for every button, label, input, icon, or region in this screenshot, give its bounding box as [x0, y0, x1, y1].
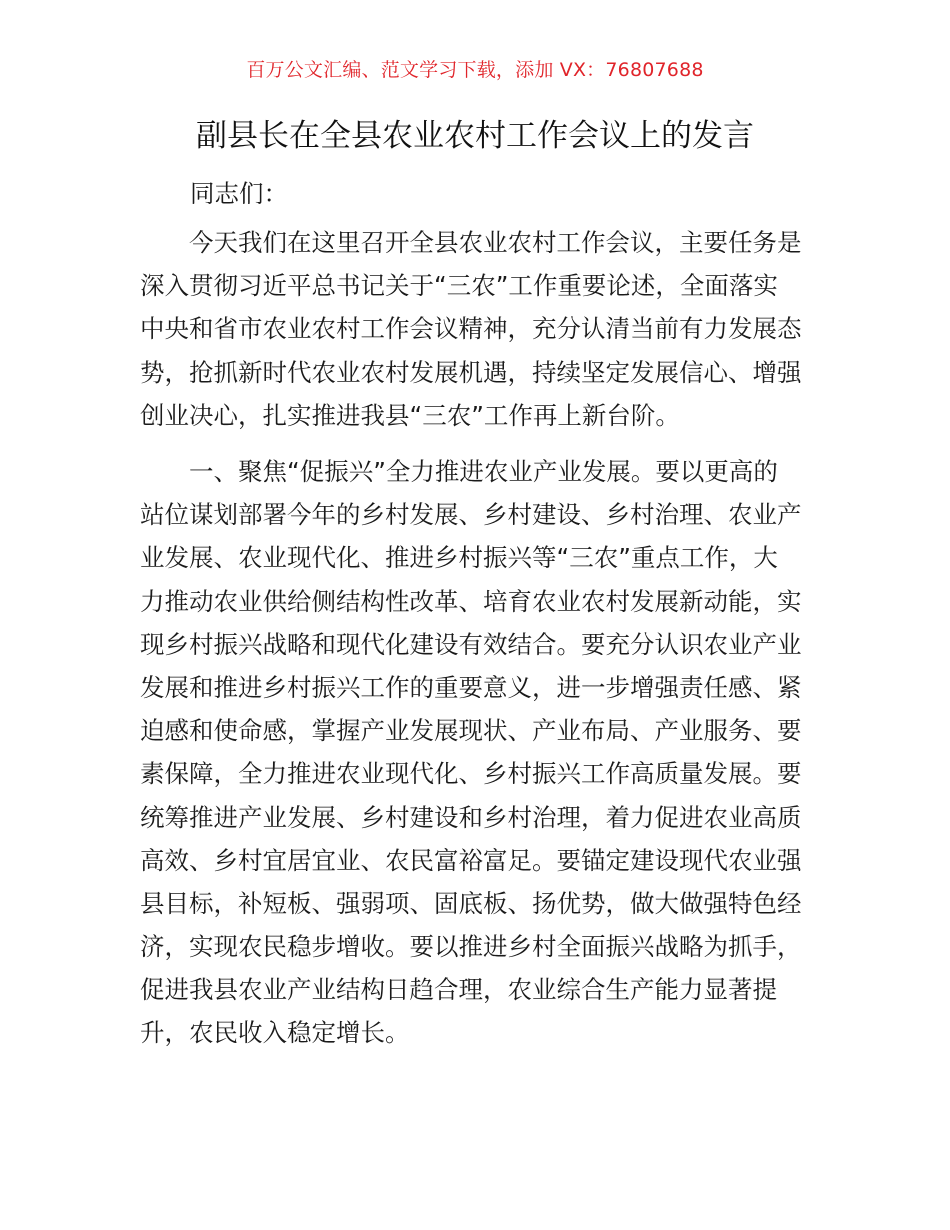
- paragraph-line: 促进我县农业产业结构日趋合理，农业综合生产能力显著提: [140, 975, 777, 1005]
- paragraph-line: 高效、乡村宜居宜业、农民富裕富足。要锚定建设现代农业强: [140, 845, 802, 875]
- paragraph-line: 中央和省市农业农村工作会议精神，充分认清当前有力发展态: [140, 314, 802, 344]
- paragraph-line: 升，农民收入稳定增长。: [140, 1018, 410, 1048]
- paragraph-line: 业发展、农业现代化、推进乡村振兴等“三农”重点工作，大: [140, 543, 778, 573]
- paragraph-line: 统筹推进产业发展、乡村建设和乡村治理，着力促进农业高质: [140, 802, 802, 832]
- paragraph-line: 站位谋划部署今年的乡村发展、乡村建设、乡村治理、农业产: [140, 500, 802, 530]
- paragraph-line: 县目标，补短板、强弱项、固底板、扬优势，做大做强特色经: [140, 888, 802, 918]
- paragraph-line: 今天我们在这里召开全县农业农村工作会议，主要任务是: [189, 228, 802, 257]
- paragraph-line: 迫感和使命感，掌握产业发展现状、产业布局、产业服务、要: [140, 716, 802, 746]
- paragraph-line: 势，抢抓新时代农业农村发展机遇，持续坚定发展信心、增强: [140, 357, 802, 387]
- paragraph-line: 深入贯彻习近平总书记关于“三农”工作重要论述，全面落实: [140, 271, 778, 301]
- paragraph-line: 发展和推进乡村振兴工作的重要意义，进一步增强责任感、紧: [140, 672, 802, 702]
- paragraph-section-one: [140, 450, 816, 1055]
- paragraph-line: 现乡村振兴战略和现代化建设有效结合。要充分认识农业产业: [140, 629, 802, 659]
- watermark-banner: 百万公文汇编、范文学习下载，添加 VX：76807688: [246, 59, 704, 81]
- greeting: 同志们：: [190, 179, 288, 208]
- paragraph-line: 力推动农业供给侧结构性改革、培育农业农村发展新动能，实: [140, 586, 802, 616]
- document-title: 副县长在全县农业农村工作会议上的发言: [196, 118, 754, 154]
- paragraph-line: 创业决心，扎实推进我县“三农”工作再上新台阶。: [140, 400, 680, 430]
- paragraph-line: 济，实现农民稳步增收。要以推进乡村全面振兴战略为抓手，: [140, 932, 802, 962]
- paragraph-line: 素保障，全力推进农业现代化、乡村振兴工作高质量发展。要: [140, 759, 802, 789]
- paragraph-intro: [140, 221, 816, 437]
- section-heading-line: 一、聚焦“促振兴”全力推进农业产业发展。要以更高的: [189, 457, 778, 486]
